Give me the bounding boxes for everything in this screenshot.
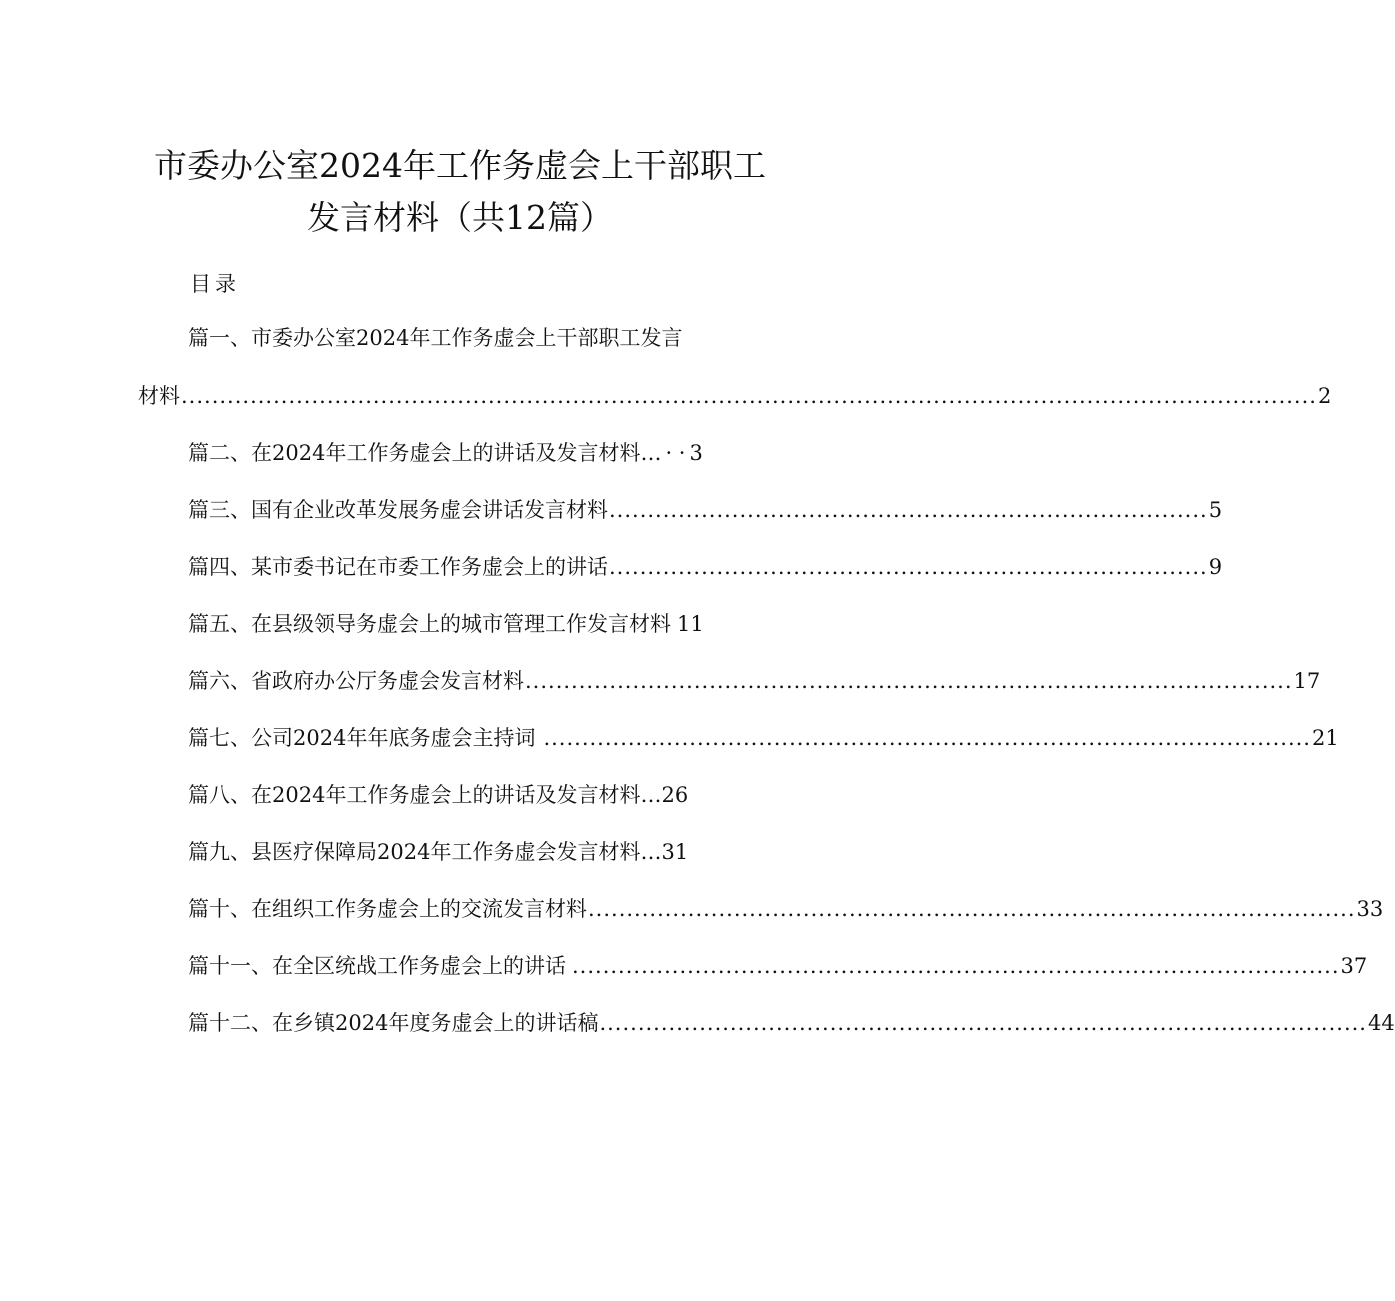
- leader-dots: ....................................................................................................................................................: [181, 384, 1317, 408]
- toc-entry-9[interactable]: [188, 836, 688, 866]
- toc-entry-2-dots: · ·: [665, 441, 686, 465]
- toc-entry-1-line-1: 篇一、市委办公室2024年工作务虚会上干部职工发言: [188, 326, 683, 350]
- toc-entry-11[interactable]: [188, 950, 1368, 980]
- toc-entry-8-title: 篇八、在2024年工作务虚会上的讲话及发言材料…: [188, 783, 662, 807]
- toc-entry-3[interactable]: [188, 494, 1223, 524]
- toc-entry-9-title: 篇九、县医疗保障局2024年工作务虚会发言材料…: [188, 840, 662, 864]
- toc-entry-6[interactable]: [188, 665, 1321, 695]
- toc-entry-4-title: 篇四、某市委书记在市委工作务虚会上的讲话: [188, 555, 608, 579]
- toc-entry-3-page: 5: [1208, 498, 1223, 522]
- toc-entry-5-title: 篇五、在县级领导务虚会上的城市管理工作发言材料: [188, 612, 671, 636]
- toc-entry-2[interactable]: [188, 437, 703, 467]
- toc-entry-10[interactable]: [188, 893, 1384, 923]
- toc-heading: 目录: [190, 272, 240, 296]
- leader-dots: ..............................................................................: [609, 498, 1208, 522]
- document-title-line-1: 市委办公室2024年工作务虚会上干部职工: [154, 146, 766, 185]
- toc-entry-10-title: 篇十、在组织工作务虚会上的交流发言材料: [188, 897, 587, 921]
- toc-entry-1-line-2: 材料: [138, 384, 180, 408]
- toc-entry-8-page: 26: [661, 783, 689, 807]
- document-title-line-2: 发言材料（共12篇）: [307, 198, 613, 237]
- toc-entry-2-title: 篇二、在2024年工作务虚会上的讲话及发言材料…: [188, 441, 662, 465]
- leader-dots: ....................................................................................................: [572, 954, 1340, 978]
- toc-entry-5-page: 11: [677, 612, 704, 636]
- toc-entry-11-title: 篇十一、在全区统战工作务虚会上的讲话: [188, 954, 566, 978]
- toc-entry-12-title: 篇十二、在乡镇2024年度务虚会上的讲话稿: [188, 1011, 599, 1035]
- toc-entry-4-page: 9: [1208, 555, 1223, 579]
- toc-entry-5[interactable]: [188, 608, 704, 638]
- leader-dots: ....................................................................................................: [599, 1011, 1367, 1035]
- leader-dots: ....................................................................................................: [525, 669, 1293, 693]
- toc-entry-4[interactable]: [188, 551, 1223, 581]
- toc-entry-1[interactable]: [138, 380, 1332, 410]
- toc-entry-3-title: 篇三、国有企业改革发展务虚会讲话发言材料: [188, 498, 608, 522]
- toc-entry-7-title: 篇七、公司2024年年底务虚会主持词: [188, 726, 536, 750]
- toc-entry-8[interactable]: [188, 779, 688, 809]
- toc-entry-1-page: 2: [1317, 384, 1332, 408]
- toc-entry-7[interactable]: [188, 722, 1339, 752]
- toc-entry-10-page: 33: [1356, 897, 1384, 921]
- toc-entry-11-page: 37: [1340, 954, 1368, 978]
- leader-dots: ..............................................................................: [609, 555, 1208, 579]
- toc-entry-7-page: 21: [1311, 726, 1339, 750]
- toc-entry-12-page: 44: [1367, 1011, 1395, 1035]
- toc-entry-12[interactable]: [188, 1007, 1395, 1037]
- leader-dots: ....................................................................................................: [543, 726, 1311, 750]
- toc-entry-9-page: 31: [661, 840, 689, 864]
- leader-dots: ....................................................................................................: [588, 897, 1356, 921]
- toc-entry-6-title: 篇六、省政府办公厅务虚会发言材料: [188, 669, 524, 693]
- toc-entry-2-page: 3: [689, 441, 703, 465]
- toc-entry-6-page: 17: [1293, 669, 1321, 693]
